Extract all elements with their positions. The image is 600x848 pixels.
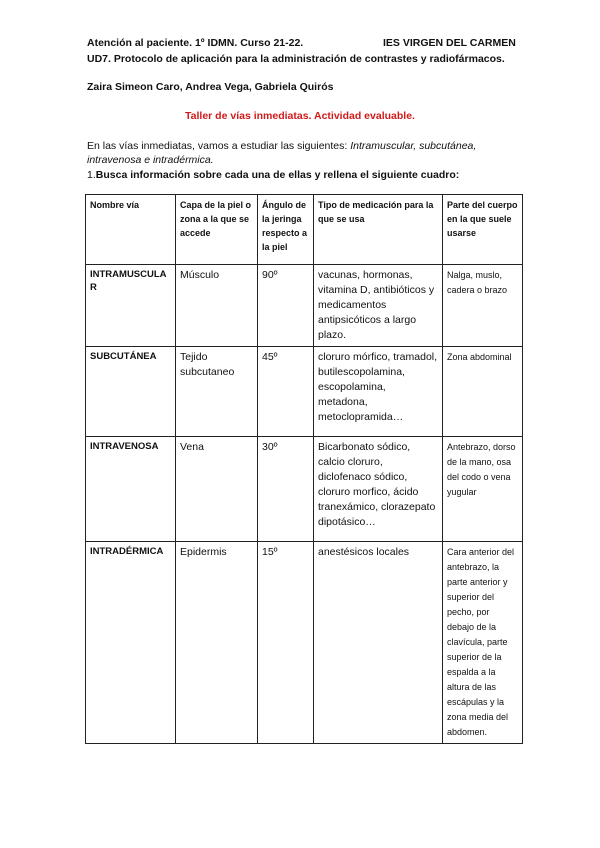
medication: anestésicos locales [314,542,443,744]
intro-paragraph [87,139,507,167]
question-text: Busca información sobre cada una de ellas y rellena el siguiente cuadro: [95,169,460,181]
unit-title: UD7. Protocolo de aplicación para la administración de contrastes y radiofármacos. [87,53,505,65]
medication: Bicarbonato sódico, calcio cloruro, diclofenaco sódico, cloruro morfico, ácido tranexámico, clorazepato dipotásico… [314,437,443,542]
body-part: Nalga, muslo, cadera o brazo [443,265,523,347]
header-skin-layer: Capa de la piel o zona a la que se accede [176,195,258,265]
table-row-intravenosa [86,437,523,542]
route-name: INTRAMUSCULAR [86,265,176,347]
question-1 [87,169,459,181]
authors: Zaira Simeon Caro, Andrea Vega, Gabriela Quirós [87,81,334,93]
table-row-intradermica [86,542,523,744]
route-name: SUBCUTÁNEA [86,347,176,437]
body-part: Antebrazo, dorso de la mano, osa del codo o vena yugular [443,437,523,542]
angle: 45º [258,347,314,437]
angle: 15º [258,542,314,744]
routes-table [85,194,523,744]
skin-layer: Músculo [176,265,258,347]
skin-layer: Vena [176,437,258,542]
school-name: IES VIRGEN DEL CARMEN [383,37,516,49]
body-part: Zona abdominal [443,347,523,437]
intro-lead: En las vías inmediatas, vamos a estudiar las siguientes: [87,140,351,152]
medication: vacunas, hormonas, vitamina D, antibióticos y medicamentos antipsicóticos a largo plazo. [314,265,443,347]
table-header-row [86,195,523,265]
header-route-name: Nombre vía [86,195,176,265]
angle: 90º [258,265,314,347]
page-title: Taller de vías inmediatas. Actividad evaluable. [185,110,415,122]
question-number: 1. [87,169,96,181]
skin-layer: Tejido subcutaneo [176,347,258,437]
header-body-part: Parte del cuerpo en la que suele usarse [443,195,523,265]
route-name: INTRAVENOSA [86,437,176,542]
course-header: Atención al paciente. 1º IDMN. Curso 21-22. [87,37,304,49]
table-row-subcutanea [86,347,523,437]
route-name: INTRADÉRMICA [86,542,176,744]
header-medication: Tipo de medicación para la que se usa [314,195,443,265]
table-row-intramuscular [86,265,523,347]
skin-layer: Epidermis [176,542,258,744]
medication: cloruro mórfico, tramadol, butilescopolamina, escopolamina, metadona, metoclopramida… [314,347,443,437]
intro-route-list: Intramuscular, subcutánea, intravenosa e intradérmica. [87,140,477,166]
body-part: Cara anterior del antebrazo, la parte anterior y superior del pecho, por debajo de la clavícula, parte superior de la espalda a la altura de las escápulas y la zona media del abdomen. [443,542,523,744]
header-angle: Ángulo de la jeringa respecto a la piel [258,195,314,265]
angle: 30º [258,437,314,542]
